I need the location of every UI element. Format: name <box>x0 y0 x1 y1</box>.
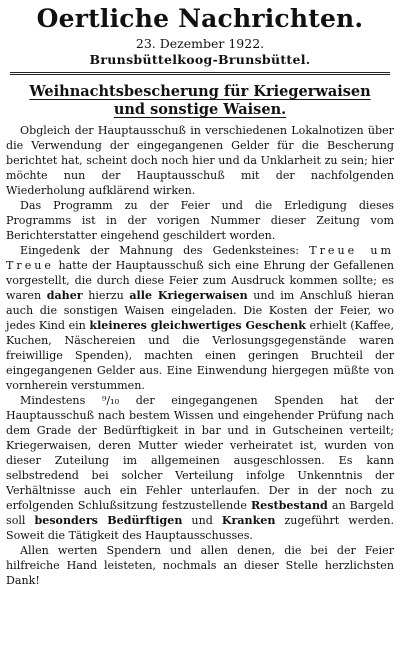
p3-text-c: hatte der Hauptausschuß sich eine Ehrung der Gefallenen vorgestellt, die durch diese Feier zum Ausdruck kommen sollte; es waren <box>6 259 394 302</box>
p3-text-g: und im Anschluß hieran auch die sonstigen Waisen eingeladen. Die Kosten der Feier, wo jedes Kind ein <box>6 289 395 332</box>
p3-text-e: hierzu <box>88 289 124 302</box>
masthead-divider <box>10 72 390 75</box>
p3-motto: Treue um Treue <box>6 244 394 272</box>
p3-text-i: erhielt (Kaffee, Kuchen, Näschereien und die Verlosungsgegenstände waren freiwillige Spenden), machten einen geringen Bruchteil der eingegangenen Gelder aus. Eine Einwendung hiergegen müßte von vornherein verstummen. <box>6 319 394 392</box>
p4-text-i: zugeführt werden. Soweit die Tätigkeit des Hauptausschusses. <box>6 514 394 542</box>
p3-text-a: Eingedenk der Mahnung des Gedenksteines: <box>20 244 300 257</box>
p4-text-g: und <box>191 514 213 527</box>
p3-emphasis-daher: daher <box>46 289 83 302</box>
place-name: Brunsbüttelkoog-Brunsbüttel. <box>89 52 311 67</box>
paragraph-5: Allen werten Spendern und allen denen, die bei der Feier hilfreiche Hand leisteten, nochmals an dieser Stelle herzlichsten Dank! <box>6 544 394 587</box>
p3-emphasis-kriegerwaisen: alle Kriegerwaisen <box>129 289 248 302</box>
paragraph-3 <box>6 243 394 393</box>
paragraph-4 <box>6 393 394 543</box>
issue-date: 23. Dezember 1922. <box>135 36 265 51</box>
p4-text-e: an Bargeld soll <box>6 499 395 527</box>
p4-text-c: der eingegangenen Spenden hat der Hauptausschuß nach bestem Wissen und eingehender Prüfung nach dem Grade der Bedürftigkeit in bar und in Gutscheinen verteilt; Kriegerwaisen, deren Mutter wieder verheiratet ist, wurden von dieser Zuteilung im allgemeinen ausgeschlossen. Es kann selbstredend bei solcher Verteilung infolge Unkenntnis der Verhältnisse auch ein Fehler unterlaufen. Der in der noch zu erfolgenden Schlußsitzung festzustellende <box>6 394 394 512</box>
article-body <box>6 123 394 588</box>
section-title: Oertliche Nachrichten. <box>36 4 364 33</box>
article-headline <box>6 83 394 119</box>
masthead <box>6 4 394 68</box>
p4-emphasis-restbestand: Restbestand <box>250 499 328 512</box>
p3-emphasis-geschenk: kleineres gleichwertiges Geschenk <box>89 319 306 332</box>
paragraph-1: Obgleich der Hauptausschuß in verschiedenen Lokalnotizen über die Verwendung der eingegangenen Gelder für die Bescherung berichtet hat, scheint doch noch hier und da Unklarheit zu sein; hier möchte nun der Hauptausschuß mit der nachfolgenden Wiederholung aufklärend wirken. <box>6 124 394 197</box>
p4-text-a: Mindestens <box>20 394 86 407</box>
paragraph-2: Das Programm zu der Feier und die Erledigung dieses Programms ist in der vorigen Nummer dieser Zeitung vom Berichterstatter eingehend geschildert worden. <box>6 199 394 242</box>
p4-fraction: ⁹/₁₀ <box>101 394 120 407</box>
p4-emphasis-kranken: Kranken <box>221 514 276 527</box>
headline-line-1: Weihnachtsbescherung für Kriegerwaisen <box>29 83 371 100</box>
p4-emphasis-beduerftigen: besonders Bedürftigen <box>34 514 183 527</box>
headline-line-2: und sonstige Waisen. <box>113 101 287 118</box>
